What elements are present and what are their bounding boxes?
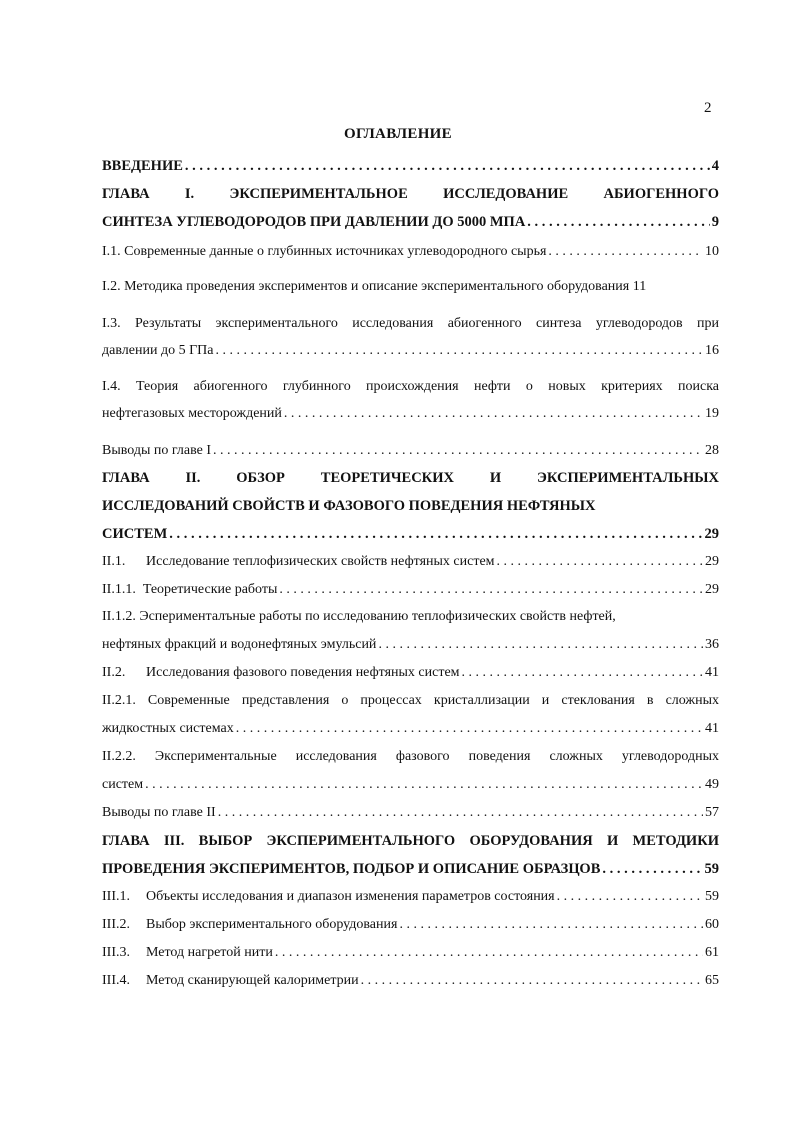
toc-entry-page: 28: [705, 443, 719, 458]
toc-entry-page: 65: [705, 973, 719, 988]
toc-entry-text: нефтегазовых месторождений: [102, 406, 282, 421]
toc-entry-text: Метод сканирующей калориметрии: [146, 973, 359, 988]
toc-entry-text: Выводы по главе II: [102, 805, 216, 820]
toc-entry-text: ВВЕДЕНИЕ: [102, 158, 183, 174]
toc-entry-3-4[interactable]: [102, 971, 719, 991]
toc-entry-text: Выбор экспериментального оборудования: [146, 917, 398, 932]
toc-entry-number: III.2.: [102, 917, 130, 932]
toc-entry-page: 16: [705, 343, 719, 358]
toc-entry-page: 10: [705, 244, 719, 259]
page-number: 2: [704, 100, 712, 116]
toc-entry-1-3-cont[interactable]: [102, 341, 719, 361]
toc-entry-page: 29: [704, 526, 719, 542]
toc-entry-text: ГЛАВА II. ОБЗОР ТЕОРЕТИЧЕСКИХ И ЭКСПЕРИМЕНТАЛЬНЫХ: [102, 470, 719, 486]
toc-entry-text: Теоретические работы: [142, 582, 278, 597]
toc-entry-text: Выводы по главе I: [102, 443, 212, 458]
toc-entry-text: систем: [102, 777, 144, 792]
toc-entry-page: 9: [711, 214, 719, 230]
toc-entry-text: ГЛАВА III. ВЫБОР ЭКСПЕРИМЕНТАЛЬНОГО ОБОРУДОВАНИЯ И МЕТОДИКИ: [102, 833, 719, 849]
toc-entry-3-3[interactable]: [102, 943, 719, 963]
toc-entry-page: 59: [705, 889, 719, 904]
toc-entry-chapter-2-end[interactable]: [102, 524, 719, 544]
toc-entry-chapter-2[interactable]: [102, 468, 719, 488]
toc-entry-text: II.1.2. Эсперименталъные работы по исследованию теплофизических свойств нефтей,: [102, 609, 616, 624]
dot-leader: [169, 524, 702, 544]
toc-entry-2-1-2[interactable]: [102, 607, 719, 627]
toc-entry-page: 36: [705, 637, 719, 652]
dot-leader: [145, 775, 703, 795]
toc-entry-number: II.1.: [102, 554, 126, 569]
toc-entry-chapter-2-cont[interactable]: [102, 496, 719, 516]
toc-entry-page: 41: [705, 721, 719, 736]
dot-leader: [462, 663, 703, 683]
toc-entry-2-1[interactable]: [102, 552, 719, 572]
toc-entry-conclusions-2[interactable]: [102, 803, 719, 823]
dot-leader: [378, 635, 703, 655]
toc-entry-text: ПРОВЕДЕНИЯ ЭКСПЕРИМЕНТОВ, ПОДБОР И ОПИСАНИЕ ОБРАЗЦОВ: [102, 861, 601, 877]
dot-leader: [557, 887, 703, 907]
toc-entry-text: I.1. Современные данные о глубинных источниках углеводородного сырья: [102, 244, 547, 259]
toc-entry-conclusions-1[interactable]: [102, 441, 719, 461]
toc-entry-page: 4: [711, 158, 719, 174]
toc-entry-2-2-1-cont[interactable]: [102, 719, 719, 739]
dot-leader: [527, 212, 709, 232]
toc-entry-page: 60: [705, 917, 719, 932]
toc-entry-text: I.2. Методика проведения экспериментов и описание экспериментального оборудования 11: [102, 279, 647, 294]
toc-entry-number: II.2.: [102, 665, 126, 680]
toc-entry-text: I.4. Теория абиогенного глубинного происхождения нефти о новых критериях поиска: [102, 379, 719, 394]
toc-entry-text: ИССЛЕДОВАНИЙ СВОЙСТВ И ФАЗОВОГО ПОВЕДЕНИЯ НЕФТЯНЫХ: [102, 498, 596, 514]
toc-entry-number: III.4.: [102, 973, 130, 988]
dot-leader: [215, 341, 703, 361]
toc-title: ОГЛАВЛЕНИЕ: [344, 126, 452, 142]
dot-leader: [279, 580, 703, 600]
toc-entry-1-2[interactable]: [102, 277, 719, 297]
toc-entry-2-2-1[interactable]: [102, 691, 719, 711]
toc-entry-2-2-2-cont[interactable]: [102, 775, 719, 795]
toc-entry-page: 61: [705, 945, 719, 960]
toc-entry-page: 19: [705, 406, 719, 421]
toc-entry-text: нефтяных фракций и водонефтяных эмульсий: [102, 637, 377, 652]
toc-entry-text: Объекты исследования и диапазон изменения параметров состояния: [146, 889, 555, 904]
dot-leader: [236, 719, 703, 739]
toc-entry-2-1-2-cont[interactable]: [102, 635, 719, 655]
dot-leader: [218, 803, 703, 823]
dot-leader: [399, 915, 703, 935]
dot-leader: [602, 859, 702, 879]
dot-leader: [548, 242, 703, 262]
toc-entry-page: 57: [705, 805, 719, 820]
toc-entry-text: II.2.2. Экспериментальные исследования фазового поведения сложных углеводородных: [102, 749, 719, 764]
toc-entry-text: I.3. Результаты экспериментального исследования абиогенного синтеза углеводородов при: [102, 316, 719, 331]
dot-leader: [213, 441, 703, 461]
toc-entry-1-4[interactable]: [102, 377, 719, 397]
toc-entry-number: III.1.: [102, 889, 130, 904]
toc-entry-3-1[interactable]: [102, 887, 719, 907]
toc-entry-text: Исследования фазового поведения нефтяных систем: [146, 665, 460, 680]
toc-entry-chapter-3-cont[interactable]: [102, 859, 719, 879]
toc-entry-page: 29: [705, 554, 719, 569]
dot-leader: [361, 971, 703, 991]
toc-entry-number: III.3.: [102, 945, 130, 960]
toc-entry-text: II.2.1. Современные представления о процессах кристаллизации и стеклования в сложных: [102, 693, 719, 708]
toc-entry-text: СИНТЕЗА УГЛЕВОДОРОДОВ ПРИ ДАВЛЕНИИ ДО 5000 МПА: [102, 214, 526, 230]
toc-entry-text: жидкостных системах: [102, 721, 234, 736]
toc-entry-chapter-1[interactable]: [102, 184, 719, 204]
toc-entry-page: 49: [705, 777, 719, 792]
toc-entry-page: 29: [705, 582, 719, 597]
toc-entry-3-2[interactable]: [102, 915, 719, 935]
toc-entry-1-4-cont[interactable]: [102, 404, 719, 424]
toc-entry-2-1-1[interactable]: [102, 580, 719, 600]
toc-entry-1-3[interactable]: [102, 314, 719, 334]
toc-entry-text: давлении до 5 ГПа: [102, 343, 214, 358]
toc-entry-introduction[interactable]: [102, 156, 719, 176]
toc-entry-page: 59: [704, 861, 719, 877]
toc-entry-page: 41: [705, 665, 719, 680]
toc-entry-2-2[interactable]: [102, 663, 719, 683]
dot-leader: [284, 404, 703, 424]
dot-leader: [185, 156, 710, 176]
toc-entry-1-1[interactable]: [102, 242, 719, 262]
toc-entry-number: II.1.1.: [102, 582, 136, 597]
toc-entry-2-2-2[interactable]: [102, 747, 719, 767]
toc-entry-chapter-1-cont[interactable]: [102, 212, 719, 232]
dot-leader: [497, 552, 703, 572]
dot-leader: [275, 943, 703, 963]
toc-entry-text: Исследование теплофизических свойств нефтяных систем: [146, 554, 495, 569]
toc-entry-text: Метод нагретой нити: [146, 945, 273, 960]
toc-entry-chapter-3[interactable]: [102, 831, 719, 851]
toc-entry-text: ГЛАВА I. ЭКСПЕРИМЕНТАЛЬНОЕ ИССЛЕДОВАНИЕ АБИОГЕННОГО: [102, 186, 719, 202]
toc-entry-text: СИСТЕМ: [102, 526, 168, 542]
